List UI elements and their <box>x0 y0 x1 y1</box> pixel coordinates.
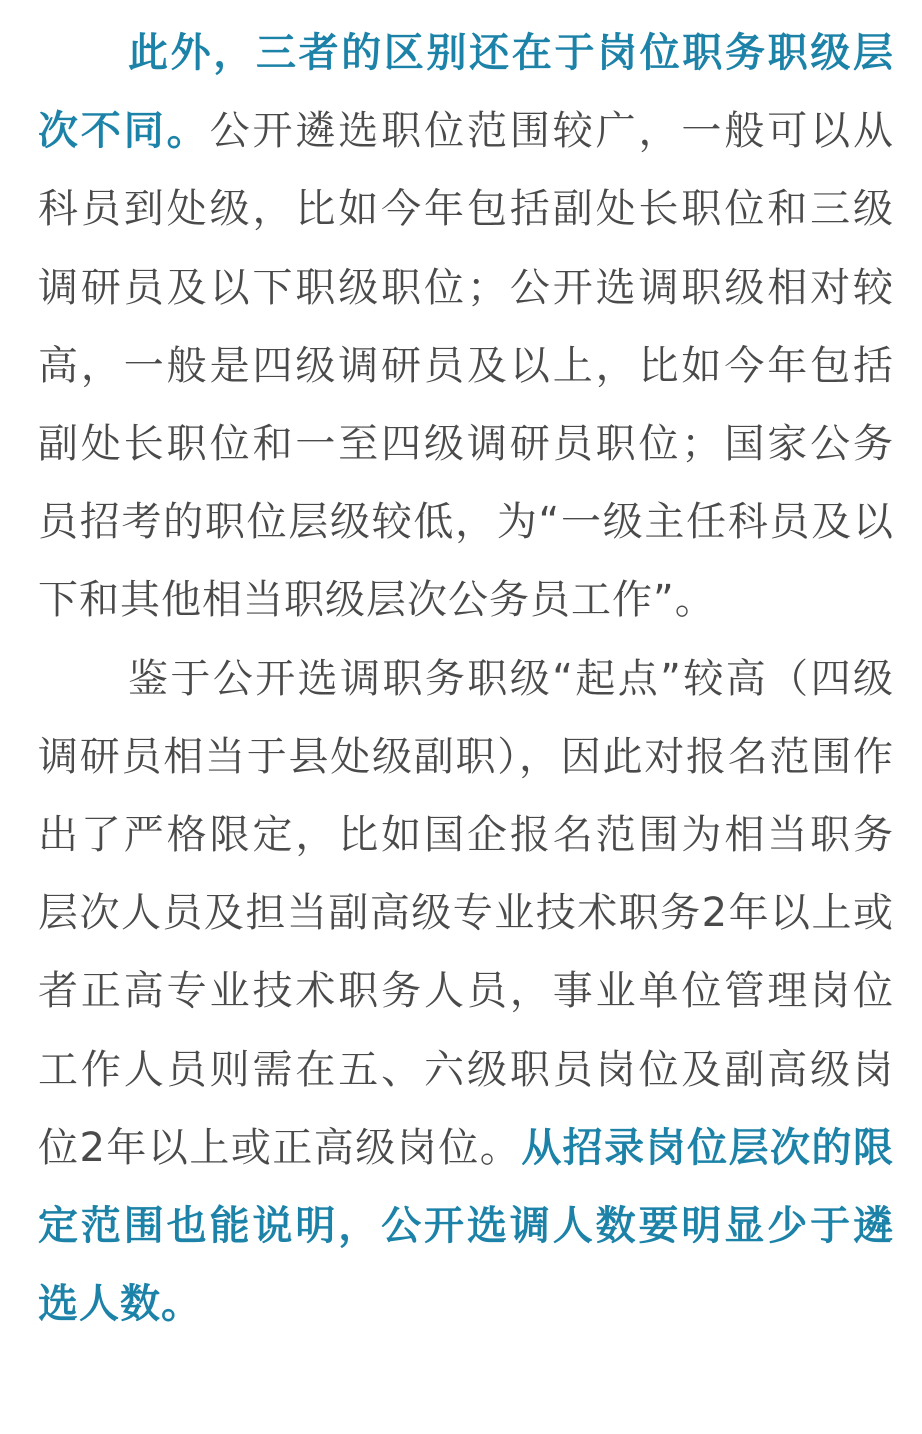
highlight-conclusion: 从招录岗位层次的限定范围也能说明，公开选调人数要明显少于遴选人数。 <box>38 1124 895 1328</box>
paragraph-2 <box>38 640 894 1344</box>
article-body <box>38 14 894 1343</box>
paragraph-1 <box>38 14 894 640</box>
paragraph-1-text: 公开遴选职位范围较广，一般可以从科员到处级，比如今年包括副处长职位和三级调研员及以下职级职位；公开选调职级相对较高，一般是四级调研员及以上，比如今年包括副处长职位和一至四级调研员职位；国家公务员招考的职位层级较低，为“一级主任科员及以下和其他相当职级层次公务员工作”。 <box>38 108 895 624</box>
highlight-lead: 此外，三者的区别还在于岗位职务职级层次不同。 <box>38 30 894 155</box>
paragraph-2-text: 鉴于公开选调职务职级“起点”较高（四级调研员相当于县处级副职），因此对报名范围作出了严格限定，比如国企报名范围为相当职务层次人员及担当副高级专业技术职务2年以上或者正高专业技术职务人员，事业单位管理岗位工作人员则需在五、六级职员岗位及副高级岗位2年以上或正高级岗位。 <box>38 655 894 1171</box>
